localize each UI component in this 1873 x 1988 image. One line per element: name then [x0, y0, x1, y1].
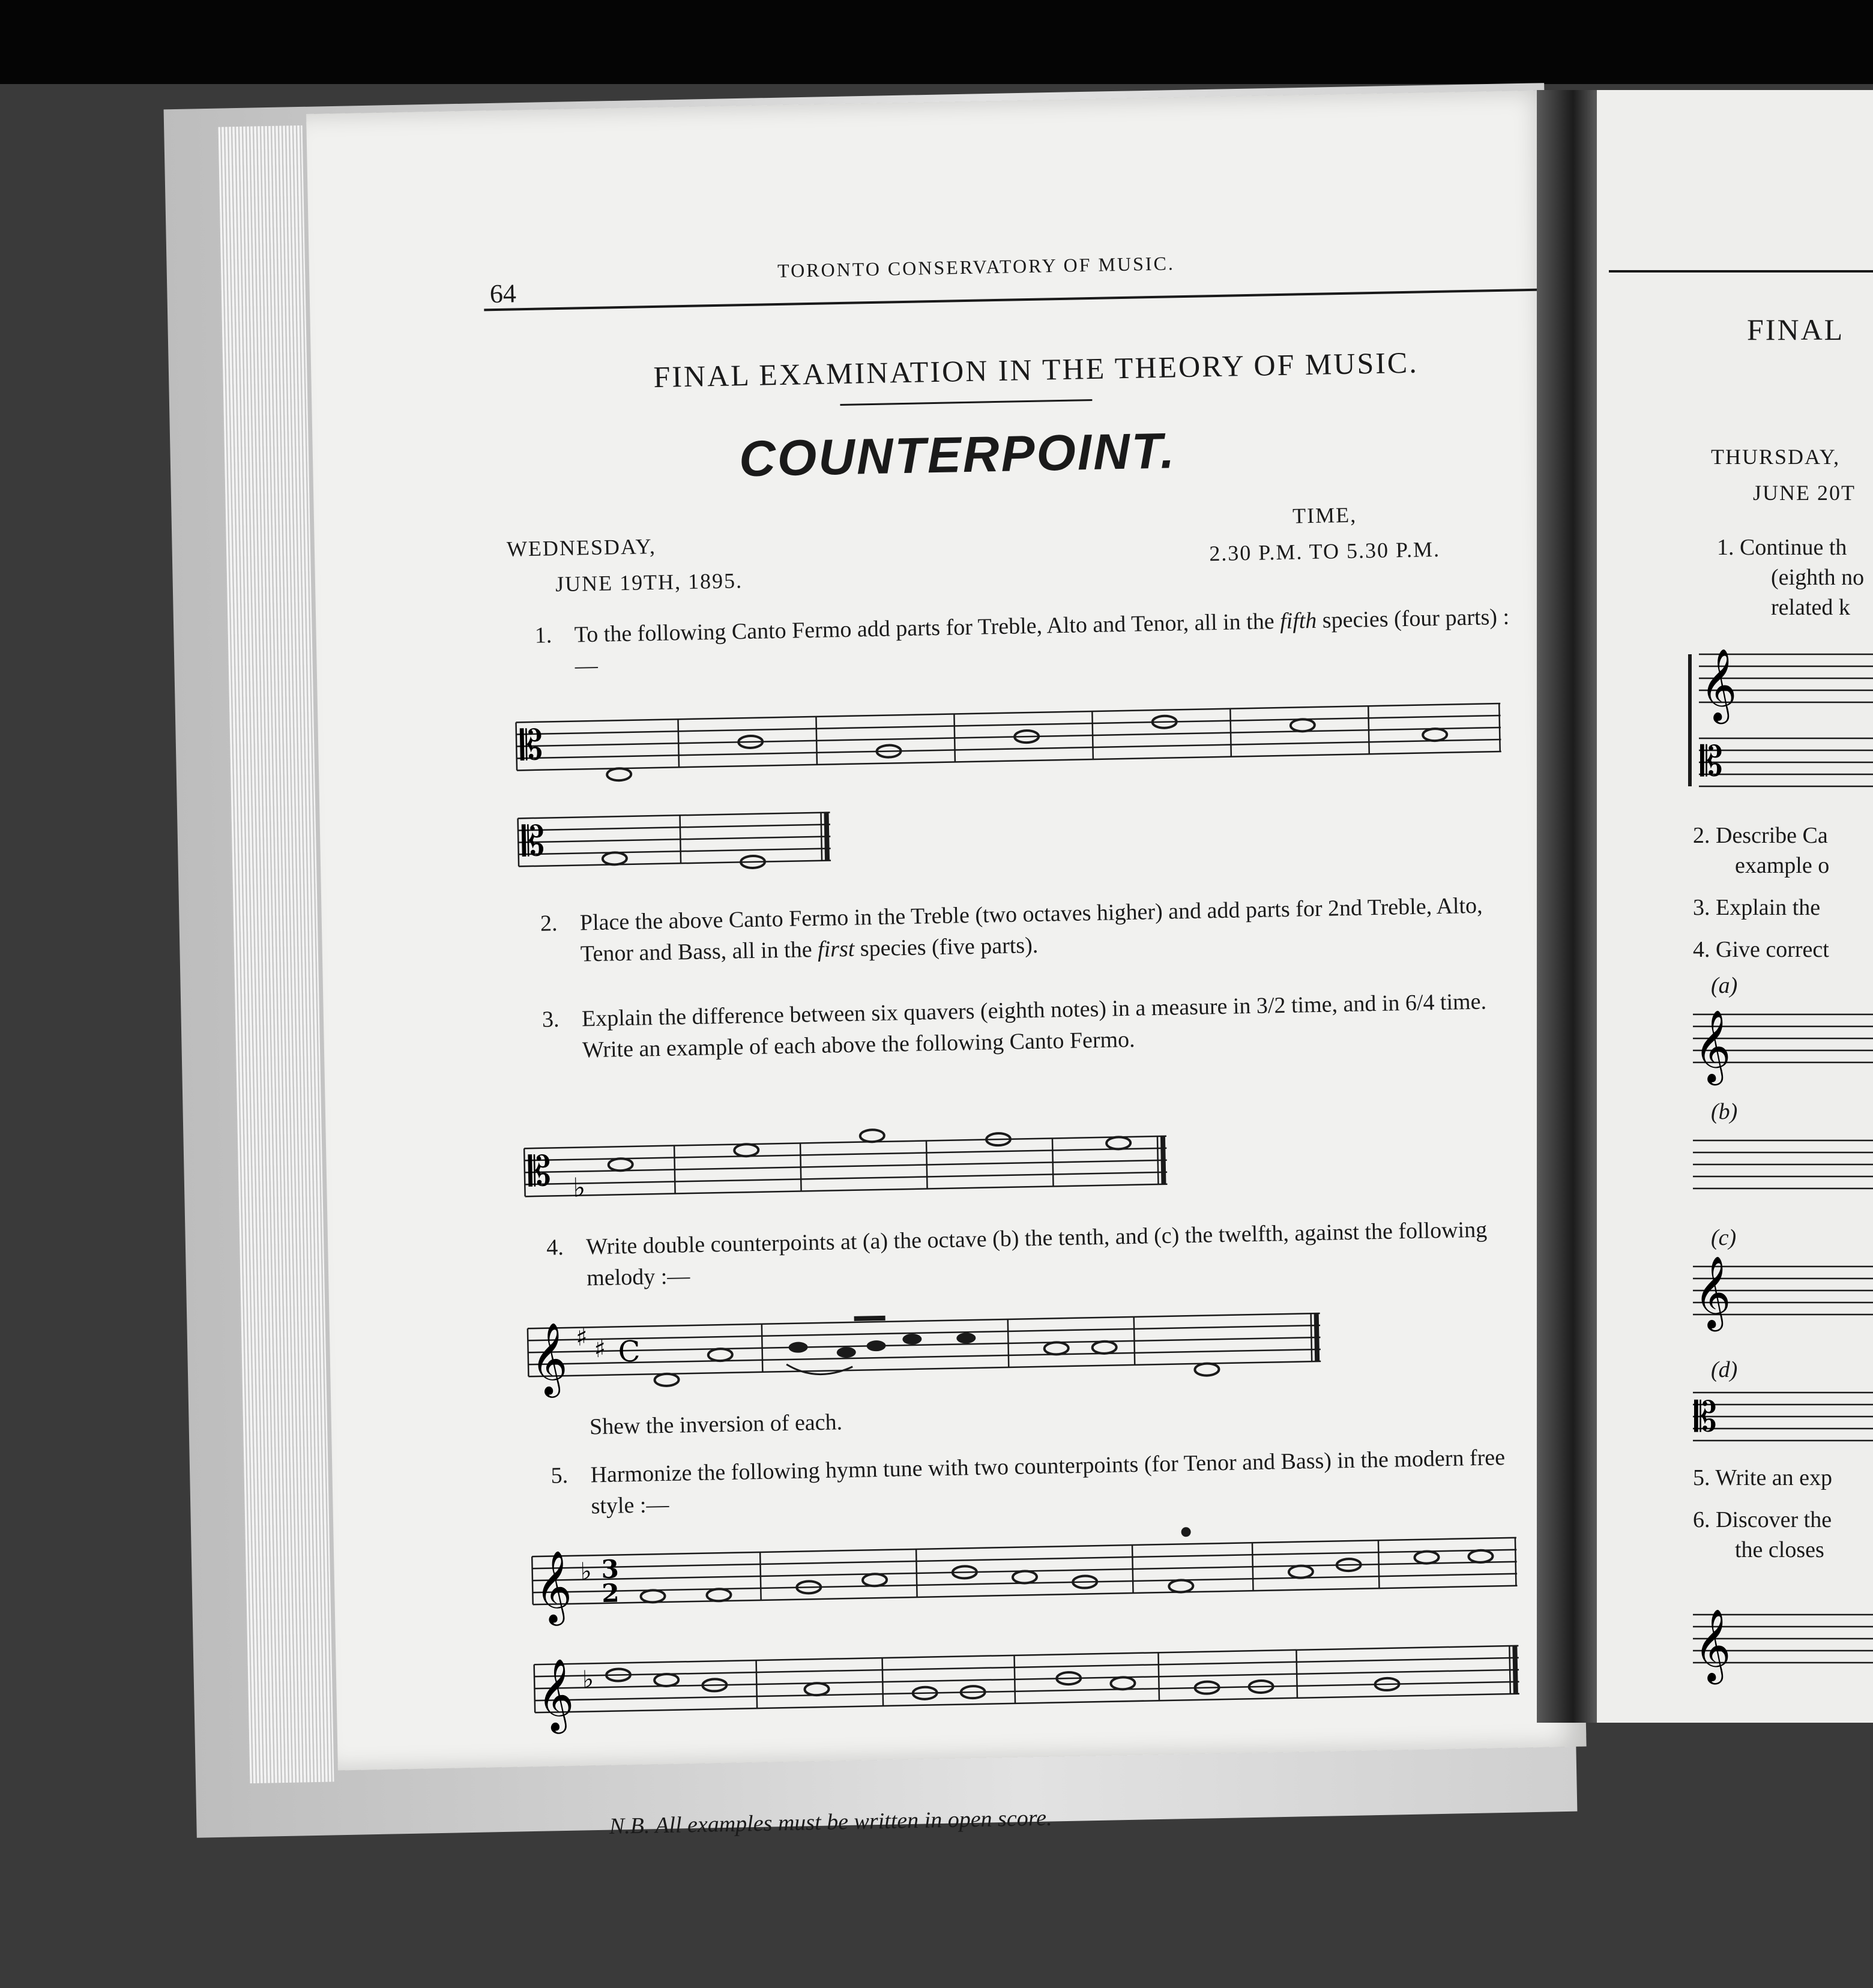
c-clef-icon: 𝄡 [1694, 1394, 1717, 1441]
right-q2-line2: example o [1735, 853, 1830, 878]
treble-clef-icon: 𝄞 [529, 1321, 569, 1396]
treble-clef-icon: 𝄞 [1694, 1608, 1731, 1681]
question-4: 4. Write double counterpoints at (a) the octave (b) the tenth, and (c) the twelfth, against the following melody :— [546, 1217, 1488, 1291]
running-head: TORONTO CONSERVATORY OF MUSIC. [777, 252, 1175, 282]
right-date: JUNE 20T [1753, 481, 1856, 505]
right-q4: 4. Give correct [1693, 937, 1829, 962]
scanner-background [0, 0, 1873, 84]
time-signature-3-2: 3 [601, 1554, 620, 1585]
title-rule [840, 399, 1092, 406]
exam-title: FINAL EXAMINATION IN THE THEORY OF MUSIC. [653, 345, 1419, 394]
right-label-b: (b) [1711, 1099, 1738, 1124]
right-label-a: (a) [1711, 973, 1738, 998]
page-number: 64 [489, 279, 517, 309]
right-final-staff [1693, 1608, 1873, 1681]
right-page [1597, 90, 1873, 1723]
subject-heading: COUNTERPOINT. [738, 422, 1177, 487]
right-q3: 3. Explain the [1693, 895, 1821, 920]
fermata-dot [1181, 1527, 1190, 1537]
right-staff-pair [1687, 642, 1873, 798]
c-clef-icon: 𝄡 [528, 1148, 552, 1196]
common-time-icon: C [618, 1334, 641, 1369]
right-q1-line3: related k [1771, 595, 1850, 620]
header-rule [484, 288, 1552, 311]
question-5: 5. Harmonize the following hymn tune with two counterpoints (for Tenor and Bass) in the modern free style :— [550, 1445, 1506, 1519]
c-clef-icon: 𝄡 [519, 721, 543, 770]
question-1: 1. To the following Canto Fermo add parts for Treble, Alto and Tenor, all in the fifth species (four parts) :— [534, 604, 1510, 679]
right-q1-line1: 1. Continue th [1717, 535, 1847, 560]
question-4-inversion: Shew the inversion of each. [589, 1409, 843, 1440]
right-example-staves [1693, 1009, 1873, 1447]
right-header-rule [1609, 270, 1873, 273]
right-label-d: (d) [1711, 1357, 1738, 1382]
flat-icon: ♭ [572, 1172, 586, 1203]
time-signature-3-2: 2 [601, 1578, 620, 1608]
time-label: TIME, [1292, 502, 1357, 528]
treble-clef-icon: 𝄞 [1694, 1255, 1731, 1328]
right-heading: FINAL [1747, 313, 1845, 346]
time-range: 2.30 P.M. TO 5.30 P.M. [1208, 537, 1441, 566]
c-clef-icon: 𝄡 [521, 818, 546, 866]
right-label-c: (c) [1711, 1225, 1737, 1250]
canto-fermo-staff-1 [516, 697, 1501, 782]
book-gutter [1537, 90, 1603, 1723]
melody-staff [528, 1307, 1321, 1394]
flat-icon: ♭ [582, 1666, 594, 1694]
flat-icon: ♭ [580, 1558, 593, 1586]
right-q6-line2: the closes [1735, 1537, 1824, 1562]
canto-fermo-staff-2 [517, 806, 831, 878]
right-q5: 5. Write an exp [1693, 1465, 1833, 1490]
right-day: THURSDAY, [1711, 445, 1841, 469]
canto-fermo-staff-3 [524, 1130, 1168, 1209]
hymn-tune-staff-1 [532, 1532, 1518, 1624]
treble-clef-icon: 𝄞 [534, 1549, 573, 1624]
question-2: 2. Place the above Canto Fermo in the Treble (two octaves higher) and add parts for 2nd Treble, Alto, Tenor and Bass, all in the first species (five parts). [540, 893, 1483, 967]
c-clef-icon: 𝄡 [1700, 738, 1723, 786]
right-q2-line1: 2. Describe Ca [1693, 823, 1828, 848]
treble-clef-icon: 𝄞 [1694, 1009, 1731, 1082]
right-q6-line1: 6. Discover the [1693, 1507, 1832, 1532]
treble-clef-icon: 𝄞 [536, 1657, 575, 1732]
exam-date: JUNE 19TH, 1895. [555, 568, 743, 597]
hymn-tune-staff-2 [534, 1640, 1519, 1732]
exam-day: WEDNESDAY, [506, 534, 657, 561]
sharp-icon: ♯ [575, 1324, 588, 1352]
left-page [306, 90, 1587, 1839]
sharp-icon: ♯ [594, 1335, 606, 1364]
right-q1-line2: (eighth no [1771, 565, 1865, 590]
question-3: 3. Explain the difference between six quavers (eighth notes) in a measure in 3/2 time, and in 6/4 time. Write an example of each above the following Canto Fermo. [541, 989, 1487, 1063]
treble-clef-icon: 𝄞 [1700, 648, 1737, 721]
footnote: N.B. All examples must be written in open score. [609, 1805, 1052, 1839]
